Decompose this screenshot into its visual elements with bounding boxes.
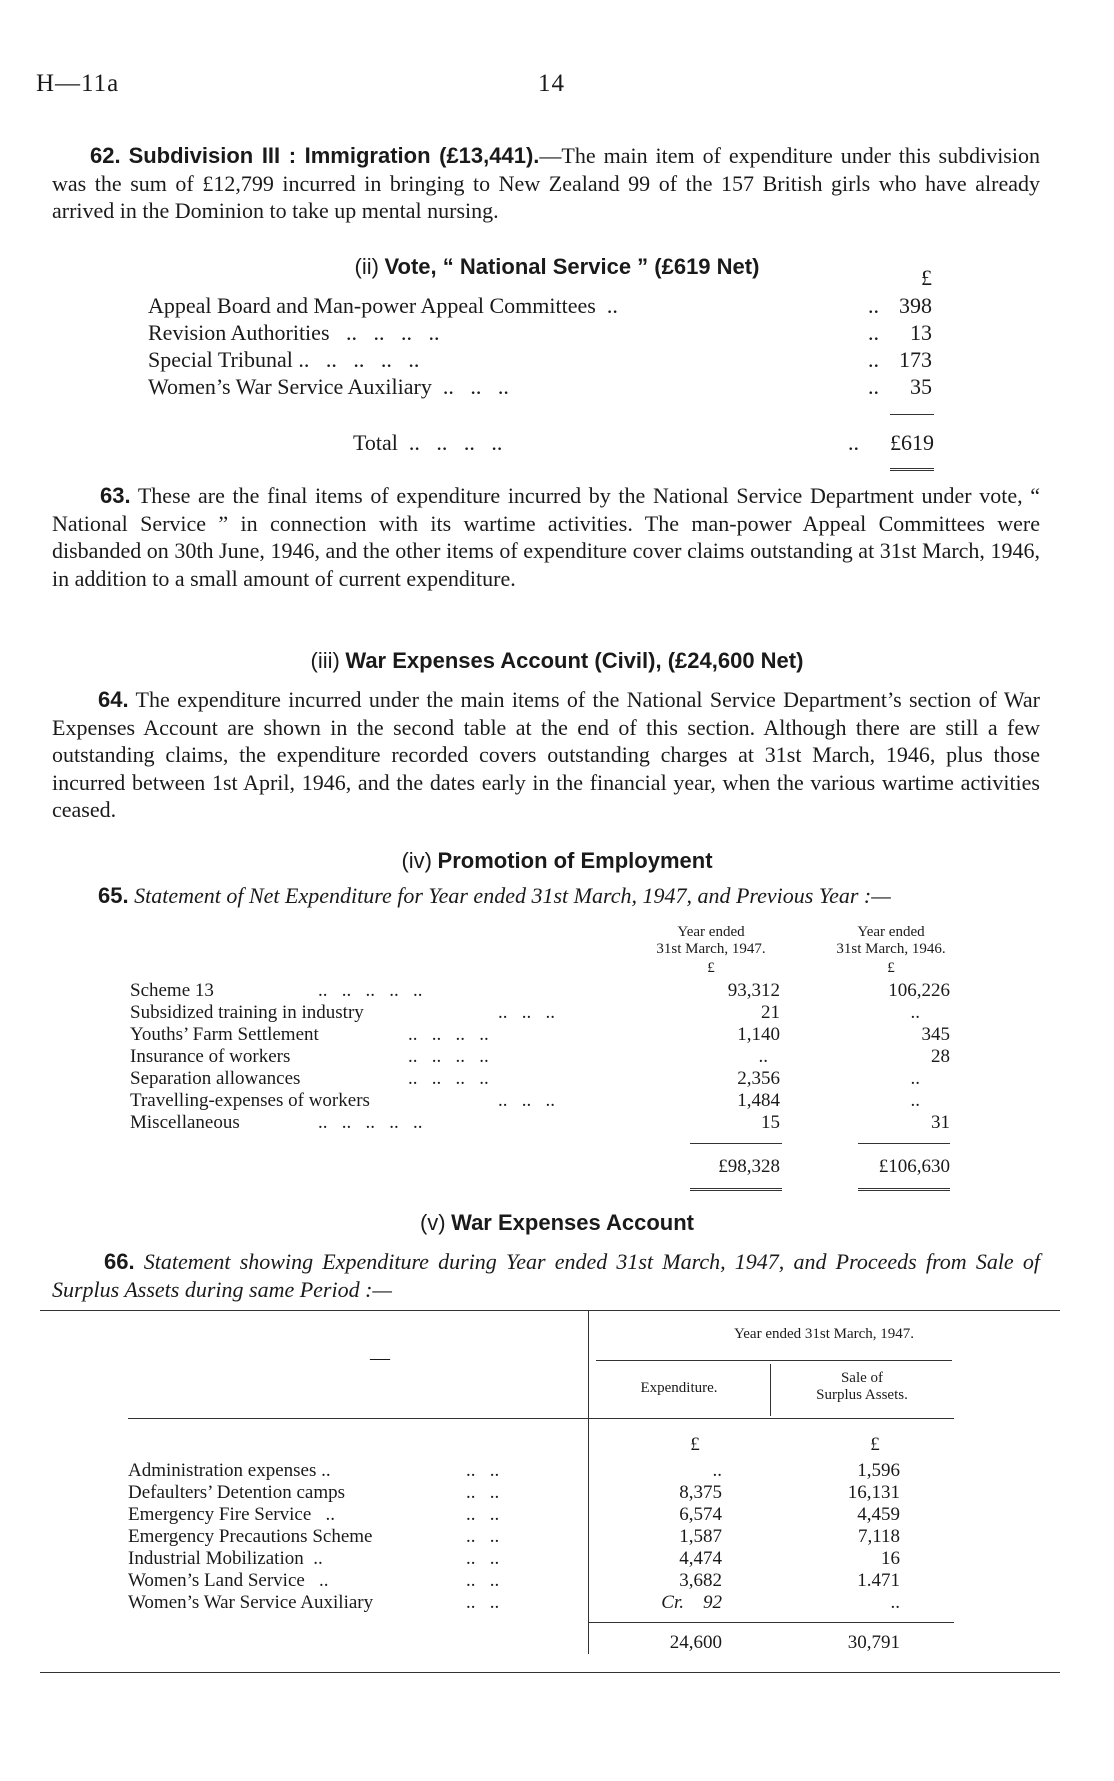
table-cell-sale: 7,118 [857, 1526, 900, 1547]
table-divider [588, 1310, 589, 1654]
table-cell-expenditure: 3,682 [679, 1570, 722, 1591]
table-row-dots: .. .. .. [498, 1090, 555, 1111]
table-row-dots: .. .. [466, 1460, 500, 1481]
table-cell-1946: 31 [931, 1112, 950, 1133]
table-cell-1947: 2,356 [737, 1068, 780, 1089]
vote-row-label: Special Tribunal .. .. .. .. .. [148, 347, 420, 372]
column-header-sale: Sale of Surplus Assets. [816, 1370, 908, 1403]
table-cell-expenditure: .. [712, 1460, 722, 1481]
paragraph-63 [52, 482, 1040, 592]
vote-row-label: Appeal Board and Man-power Appeal Committees .. [148, 293, 618, 318]
vote-row-label: Women’s War Service Auxiliary .. .. .. [148, 374, 509, 399]
paragraph-65 [52, 882, 1040, 910]
total-double-rule [690, 1188, 782, 1191]
vote-total-label: Total .. .. .. .. [353, 430, 503, 455]
table-cell-expenditure: 8,375 [679, 1482, 722, 1503]
currency-symbol: £ [921, 265, 932, 290]
table-row-dots: .. .. .. .. .. [318, 980, 423, 1001]
table-row-label: Administration expenses .. [128, 1460, 331, 1481]
paragraph-number: 63. [100, 483, 131, 508]
section-number: (v) [419, 1210, 446, 1235]
total-double-rule [858, 1188, 950, 1191]
table-cell-1946: .. [910, 1068, 920, 1089]
table-total-1947: £98,328 [718, 1156, 780, 1177]
paragraph-title: Subdivision III : Immigration (£13,441). [128, 143, 540, 168]
table-total-sale: 30,791 [847, 1632, 900, 1653]
currency-symbol: £ [887, 960, 895, 976]
paragraph-number: 62. [90, 143, 121, 168]
table-row-dots: .. .. [466, 1548, 500, 1569]
table-row-dots: .. .. [466, 1592, 500, 1613]
table-row-dots: .. .. [466, 1482, 500, 1503]
paragraph-text: Statement showing Expenditure during Year ended 31st March, 1947, and Proceeds from Sale of Surplus Assets during same Period :— [52, 1249, 1040, 1302]
section-heading-iii [0, 648, 1114, 674]
table-total-1946: £106,630 [878, 1156, 950, 1177]
total-rule [890, 414, 934, 415]
table-cell-sale: .. [890, 1592, 900, 1613]
table-cell-1946: 106,226 [888, 980, 950, 1001]
section-title: War Expenses Account [451, 1210, 695, 1235]
table-total-expenditure: 24,600 [669, 1632, 722, 1653]
vote-row-amount: 398 [899, 293, 932, 318]
paragraph-text: The expenditure incurred under the main items of the National Service Department’s section of War Expenses Account are shown in the second table at the end of this section. Although there are still a few outstanding claims, the expenditure recorded covers outstanding charges at 31st March, 1946, plus those incurred between 1st April, 1946, and the dates early in the financial year, when the various wartime activities ceased. [52, 687, 1041, 822]
total-double-rule [890, 468, 934, 471]
table-cell-sale: 16 [881, 1548, 900, 1569]
table-row-label: Separation allowances [130, 1068, 301, 1089]
total-rule [858, 1143, 950, 1144]
section-number: (iv) [401, 848, 433, 873]
table-row-dots: .. .. .. .. [408, 1068, 489, 1089]
paragraph-64 [52, 686, 1040, 824]
vote-row-dots: .. [868, 293, 879, 318]
table-cell-expenditure: Cr. 92 [661, 1592, 722, 1613]
table-cell-sale: 16,131 [847, 1482, 900, 1503]
table-row-label: Defaulters’ Detention camps [128, 1482, 346, 1503]
table-row-label: Emergency Precautions Scheme [128, 1526, 373, 1547]
table-cell-1947: .. [758, 1046, 768, 1067]
table-row-label: Women’s War Service Auxiliary [128, 1592, 374, 1613]
vote-row-amount: 13 [910, 320, 932, 345]
column-header-expenditure: Expenditure. [640, 1380, 718, 1396]
total-rule [690, 1143, 782, 1144]
section-number: (iii) [310, 648, 340, 673]
vote-row-dots: .. [868, 347, 879, 372]
table-row-label: Miscellaneous [130, 1112, 240, 1133]
section-title: Vote, “ National Service ” (£619 Net) [384, 254, 760, 279]
group-header: Year ended 31st March, 1947. [733, 1326, 915, 1342]
table-cell-expenditure: 4,474 [679, 1548, 722, 1569]
table-top-rule [40, 1310, 1060, 1311]
table-row-label: Industrial Mobilization .. [128, 1548, 323, 1569]
header-rule [128, 1418, 954, 1419]
paragraph-66 [52, 1248, 1040, 1303]
currency-symbol: £ [707, 960, 715, 976]
vote-total-dots: .. [848, 430, 859, 455]
section-heading-ii [0, 254, 1114, 280]
total-rule [588, 1622, 954, 1623]
table-row-label: Insurance of workers [130, 1046, 291, 1067]
table-bottom-rule [40, 1672, 1060, 1673]
table-row-dots: .. .. [466, 1504, 500, 1525]
table-row-label: Travelling-expenses of workers [130, 1090, 370, 1111]
section-title: Promotion of Employment [437, 848, 713, 873]
page-number: 14 [538, 70, 565, 97]
table-row-dots: .. .. .. .. .. [318, 1112, 423, 1133]
paragraph-number: 65. [98, 883, 129, 908]
table-row-label: Emergency Fire Service .. [128, 1504, 335, 1525]
section-number: (ii) [354, 254, 379, 279]
group-rule [596, 1360, 952, 1361]
table-row-dots: .. .. .. .. [408, 1024, 489, 1045]
table-cell-sale: 1.471 [857, 1570, 900, 1591]
currency-symbol: £ [870, 1434, 880, 1455]
table-cell-1947: 1,140 [737, 1024, 780, 1045]
section-title: War Expenses Account (Civil), (£24,600 Net) [345, 648, 804, 673]
table-row-dots: .. .. .. .. [408, 1046, 489, 1067]
paragraph-text: —The main item of expenditure under this subdivision was the sum of £12,799 incurred in bringing to New Zealand 99 of the 157 British girls who have already arrived in the Dominion to take up mental nursing. [52, 143, 1040, 223]
table-cell-1946: .. [910, 1002, 920, 1023]
column-header-1946: Year ended 31st March, 1946. [836, 924, 946, 957]
vote-row-label: Revision Authorities .. .. .. .. [148, 320, 440, 345]
table-row-label: Subsidized training in industry [130, 1002, 364, 1023]
table-cell-1946: 345 [921, 1024, 950, 1045]
vote-row-dots: .. [868, 320, 879, 345]
table-cell-sale: 1,596 [857, 1460, 900, 1481]
table-divider [770, 1364, 771, 1416]
paragraph-62 [52, 142, 1040, 225]
table-row-dots: .. .. .. [498, 1002, 555, 1023]
paragraph-number: 66. [104, 1249, 135, 1274]
table-row-label: Women’s Land Service .. [128, 1570, 329, 1591]
paragraph-text: Statement of Net Expenditure for Year ended 31st March, 1947, and Previous Year :— [134, 883, 891, 908]
table-row-dots: .. .. [466, 1570, 500, 1591]
vote-row-amount: 35 [910, 374, 932, 399]
table-cell-expenditure: 1,587 [679, 1526, 722, 1547]
table-row-label: Scheme 13 [130, 980, 214, 1001]
section-heading-v [0, 1210, 1114, 1236]
currency-symbol: £ [690, 1434, 700, 1455]
stub-header: — [370, 1347, 390, 1369]
table-cell-1946: 28 [931, 1046, 950, 1067]
table-cell-1946: .. [910, 1090, 920, 1111]
table-cell-expenditure: 6,574 [679, 1504, 722, 1525]
table-cell-1947: 15 [761, 1112, 780, 1133]
paragraph-number: 64. [98, 687, 129, 712]
table-cell-1947: 21 [761, 1002, 780, 1023]
paragraph-text: These are the final items of expenditure incurred by the National Service Department under vote, “ National Service ” in connection with its wartime activities. The man-power Appeal Committees were disbanded on 30th June, 1946, and the other items of expenditure cover claims outstanding at 31st March, 1946, in addition to a small amount of current expenditure. [52, 483, 1040, 591]
table-row-label: Youths’ Farm Settlement [130, 1024, 319, 1045]
document-reference: H—11a [36, 70, 120, 97]
vote-row-amount: 173 [899, 347, 932, 372]
vote-row-dots: .. [868, 374, 879, 399]
vote-total-amount: £619 [890, 430, 934, 455]
table-cell-sale: 4,459 [857, 1504, 900, 1525]
section-heading-iv [0, 848, 1114, 874]
column-header-1947: Year ended 31st March, 1947. [656, 924, 766, 957]
table-cell-1947: 93,312 [727, 980, 780, 1001]
table-cell-1947: 1,484 [737, 1090, 780, 1111]
table-row-dots: .. .. [466, 1526, 500, 1547]
